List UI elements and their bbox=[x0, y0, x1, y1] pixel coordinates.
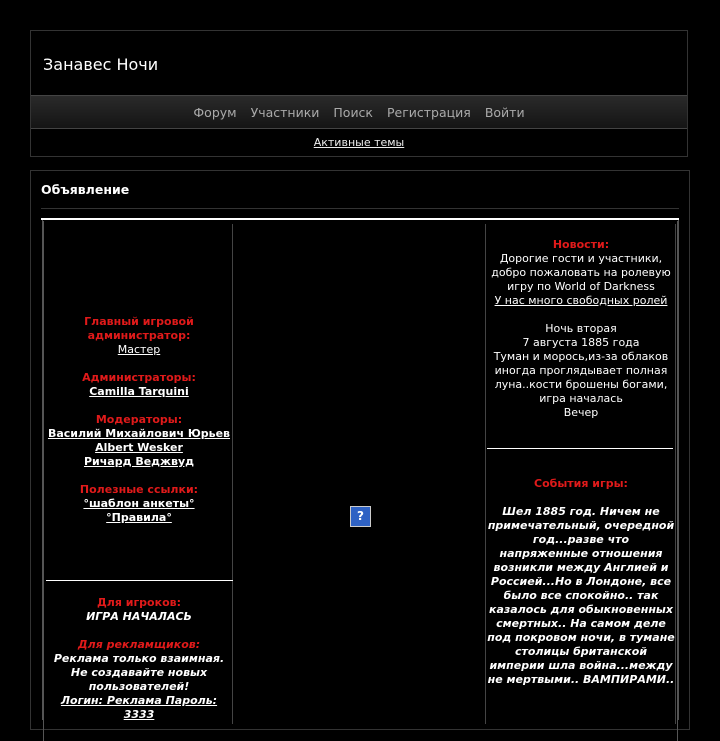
moderator-link[interactable]: Василий Михайлович Юрьев bbox=[47, 427, 231, 440]
news-label: Новости: bbox=[552, 238, 610, 251]
frame-left-border bbox=[42, 220, 43, 720]
advertisers-label: Для рекламщиков: bbox=[77, 638, 201, 651]
right-divider bbox=[487, 448, 673, 449]
admins-label: Администраторы: bbox=[82, 371, 196, 384]
divider bbox=[41, 208, 679, 209]
players-text: ИГРА НАЧАЛАСЬ bbox=[86, 610, 192, 623]
template-link[interactable]: °шаблон анкеты° bbox=[83, 497, 195, 510]
news-text: Дорогие гости и участники, добро пожаловать на ролевую игру по World of Darkness bbox=[491, 252, 671, 293]
right-events-block bbox=[487, 477, 675, 687]
active-topics-link[interactable]: Активные темы bbox=[313, 136, 405, 149]
moderator-link[interactable]: Albert Wesker bbox=[95, 441, 183, 454]
nav-forum[interactable]: Форум bbox=[193, 104, 237, 120]
moderators-label: Модераторы: bbox=[95, 413, 183, 426]
events-label: События игры: bbox=[534, 477, 628, 490]
moderator-link[interactable]: Ричард Веджвуд bbox=[83, 455, 195, 468]
left-info-block bbox=[46, 596, 232, 722]
players-label: Для игроков: bbox=[96, 596, 181, 609]
admin-link[interactable]: Camilla Tarquini bbox=[89, 385, 189, 398]
free-roles-link[interactable]: У нас много свободных ролей bbox=[494, 294, 668, 307]
nav-search[interactable]: Поиск bbox=[333, 104, 373, 120]
night-text: Ночь вторая 7 августа 1885 года Туман и морось,из-за облаков иногда проглядывает полная луна..кости брошены богами, игра началась Вечер bbox=[493, 322, 669, 419]
right-news-block bbox=[487, 238, 675, 420]
forum-header bbox=[30, 30, 688, 157]
announcement-title: Объявление bbox=[41, 182, 130, 197]
nav-members[interactable]: Участники bbox=[250, 104, 320, 120]
main-admin-link[interactable]: Мастер bbox=[117, 343, 161, 356]
main-nav bbox=[31, 95, 687, 129]
site-title[interactable]: Занавес Ночи bbox=[43, 55, 159, 74]
nav-login[interactable]: Войти bbox=[484, 104, 525, 120]
rules-link[interactable]: °Правила° bbox=[106, 511, 172, 524]
nav-register[interactable]: Регистрация bbox=[386, 104, 471, 120]
left-divider bbox=[46, 580, 233, 581]
frame-right-border bbox=[678, 220, 679, 720]
advertisers-text: Реклама только взаимная. Не создавайте новых пользователей! bbox=[53, 652, 225, 693]
links-label: Полезные ссылки: bbox=[79, 483, 199, 496]
events-text: Шел 1885 год. Ничем не примечательный, очередной год...разве что напряженные отношения возникли между Англией и Россией...Но в Лондоне, все было все спокойно.. так казалось для обыкновенных смертных.. На самом деле под покровом ночи, в тумане столицы британской империи шла война...между не мертвыми.. ВАМПИРАМИ.. bbox=[487, 505, 675, 686]
divider bbox=[41, 218, 679, 220]
main-admin-label: Главный игровой администратор: bbox=[84, 315, 194, 342]
sub-nav bbox=[31, 128, 687, 157]
question-icon[interactable]: ? bbox=[350, 506, 371, 527]
login-text: Логин: Реклама Пароль: 3333 bbox=[60, 694, 218, 721]
left-staff-block bbox=[46, 315, 232, 525]
